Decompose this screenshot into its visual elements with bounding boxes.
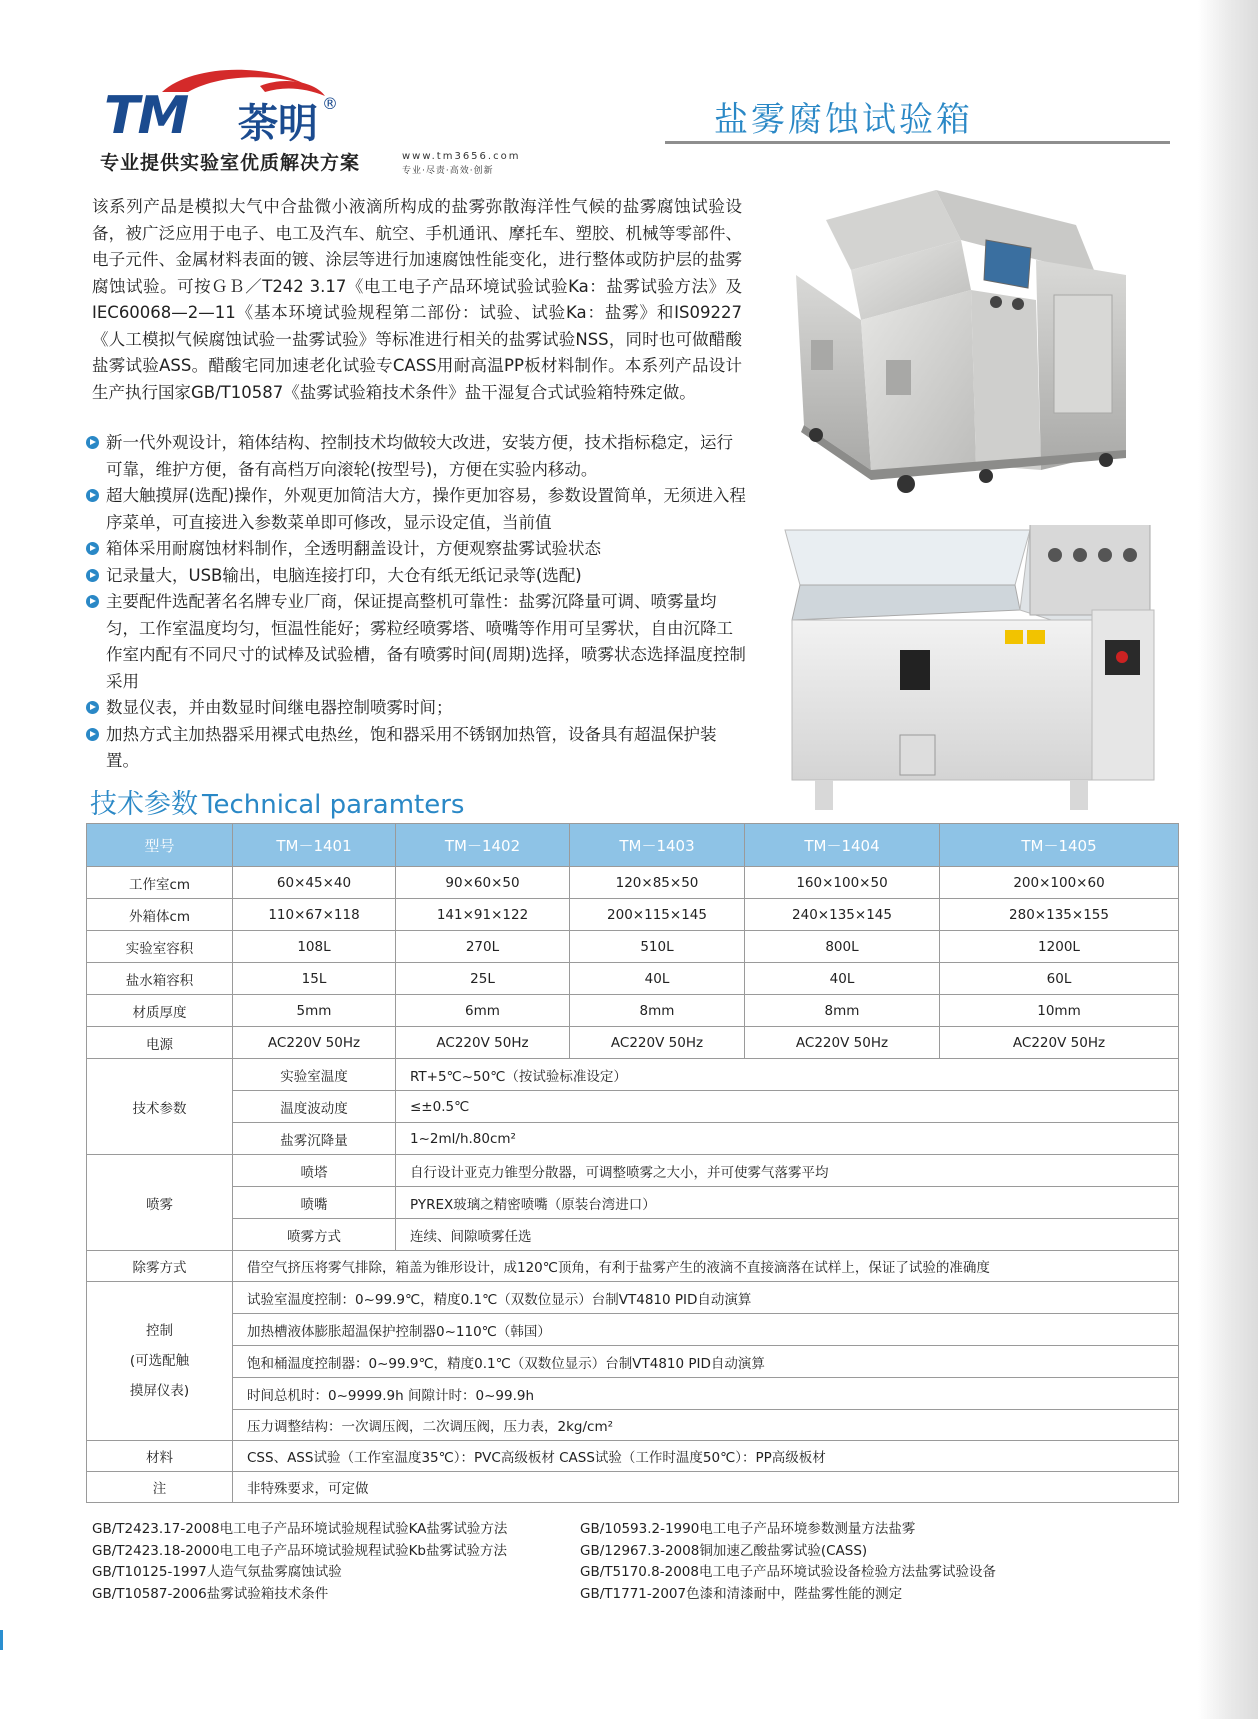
standard-item: GB/T10125-1997人造气氛盐雾腐蚀试验 [92,1564,342,1580]
table-cell: 120×85×50 [570,867,745,899]
table-row [87,931,1179,963]
page-edge-shadow [1198,0,1258,1719]
table-header-cell: TM－1402 [396,824,570,867]
intro-text: 该系列产品是模拟大气中合盐微小液滴所构成的盐雾弥散海洋性气候的盐雾腐蚀试验设备，被广泛应用于电子、电工及汽车、航空、手机通讯、摩托车、塑胶、机械等零部件、电子元件、金属材料表面的镀、涂层等进行加速腐蚀性能变化，进行整体或防护层的盐雾腐蚀试验。可按ＧＢ／T242 3.17《电工电子产品环境试验试验Ka：盐雾试验方法》及IEC60068—2—11《基本环境试验规程第二部份：试验、试验Ka：盐雾》和IS09227《人工模拟气候腐蚀试验一盐雾试验》等标准进行相关的盐雾试验NSS，同时也可做醋酸盐雾试验ASS。醋酸宅同加速老化试验专CASS用耐高温PP板材料制作。本系列产品设计生产执行国家GB/T10587《盐雾试验箱技术条件》盐干湿复合式试验箱特殊定做。 [92,197,742,402]
header-divider [665,141,1170,144]
feature-list [86,430,746,775]
logo-tm-text: TM [104,86,188,146]
param-name: 喷雾方式 [233,1219,396,1251]
spec-table [86,823,1179,1503]
table-cell: 110×67×118 [233,899,396,931]
table-cell: 160×100×50 [745,867,940,899]
table-header-cell: TM－1404 [745,824,940,867]
table-row [87,1410,1179,1441]
param-value: 非特殊要求，可定做 [233,1472,1179,1503]
param-value: ≤±0.5℃ [396,1091,1179,1123]
table-cell: 90×60×50 [396,867,570,899]
table-cell: 1200L [940,931,1179,963]
standard-item: GB/T2423.17-2008电工电子产品环境试验规程试验KA盐雾试验方法 [92,1521,508,1537]
param-name: 喷嘴 [233,1187,396,1219]
table-cell: 270L [396,931,570,963]
standard-item: GB/T1771-2007色漆和清漆耐中，陛盐雾性能的测定 [580,1585,903,1602]
table-row [87,1123,1179,1155]
bullet-arrow-icon [86,701,99,714]
row-label: 注 [87,1472,233,1503]
bullet-arrow-icon [86,542,99,555]
slogan: 专业提供实验室优质解决方案 [100,152,361,174]
table-cell: 25L [396,963,570,995]
standard-item: GB/10593.2-1990电工电子产品环境参数测量方法盐雾 [580,1521,916,1537]
table-row [87,1441,1179,1472]
table-cell: 280×135×155 [940,899,1179,931]
table-header-cell: TM－1403 [570,824,745,867]
table-row [87,1378,1179,1410]
row-label: 除雾方式 [87,1251,233,1282]
row-label: 材料 [87,1441,233,1472]
table-row [87,899,1179,931]
feature-item: 新一代外观设计，箱体结构、控制技术均做较大改进，安装方便，技术指标稳定，运行可靠，维护方便，备有高档万向滚轮(按型号)，方便在实验内移动。 [86,430,746,483]
table-cell: 5mm [233,995,396,1027]
standards-list-left [92,1519,507,1605]
table-row [87,1314,1179,1346]
bullet-arrow-icon [86,728,99,741]
brand-name: 荼明 [238,101,318,147]
bullet-arrow-icon [86,569,99,582]
product-photo-chamber-1 [786,180,1156,510]
group-label-control [87,1282,233,1441]
standard-item: GB/T10587-2006盐雾试验箱技术条件 [92,1585,329,1602]
page-title: 盐雾腐蚀试验箱 [714,100,973,140]
motto-text: 专业·尽责·高效·创新 [402,166,494,176]
row-label: 实验室容积 [87,931,233,963]
table-cell: 60×45×40 [233,867,396,899]
table-row [87,1155,1179,1187]
table-cell: AC220V 50Hz [940,1027,1179,1059]
section-title-cn: 技术参数 [90,789,198,820]
standard-item: GB/T5170.8-2008电工电子产品环境试验设备检验方法盐雾试验设备 [580,1564,996,1580]
row-label: 材质厚度 [87,995,233,1027]
param-value: 加热槽液体膨胀超温保护控制器0~110℃（韩国） [233,1314,1179,1346]
table-cell: 10mm [940,995,1179,1027]
table-cell: 200×115×145 [570,899,745,931]
control-label-line: 摸屏仪表) [129,1383,190,1399]
row-label: 盐水箱容积 [87,963,233,995]
feature-item: 超大触摸屏(选配)操作，外观更加简洁大方，操作更加容易，参数设置简单，无须进入程序菜单，可直接进入参数菜单即可修改，显示设定值，当前值 [86,483,746,536]
table-cell: 40L [570,963,745,995]
section-title-en: Technical paramters [202,790,465,820]
table-cell: 141×91×122 [396,899,570,931]
feature-item: 数显仪表，并由数显时间继电器控制喷雾时间； [86,695,746,722]
param-name: 盐雾沉降量 [233,1123,396,1155]
registered-mark: ® [322,94,338,113]
feature-item: 记录量大，USB输出，电脑连接打印，大仓有纸无纸记录等(选配) [86,563,746,590]
bullet-arrow-icon [86,595,99,608]
brand-logo [100,62,360,147]
table-cell: 60L [940,963,1179,995]
param-value: 借空气挤压将雾气排除，箱盖为锥形设计，成120℃顶角，有利于盐雾产生的液滴不直接滴落在试样上，保证了试验的准确度 [233,1251,1179,1282]
bullet-arrow-icon [86,436,99,449]
feature-item: 箱体采用耐腐蚀材料制作，全透明翻盖设计，方便观察盐雾试验状态 [86,536,746,563]
param-value: CSS、ASS试验（工作室温度35℃）：PVC高级板材 CASS试验（工作时温度50℃）：PP高级板材 [233,1441,1179,1472]
param-value: 连续、间隙喷雾任选 [396,1219,1179,1251]
param-value: 自行设计亚克力锥型分散器，可调整喷雾之大小，并可使雾气落雾平均 [396,1155,1179,1187]
feature-item: 主要配件选配著名名牌专业厂商，保证提高整机可靠性：盐雾沉降量可调、喷雾量均匀，工作室温度均匀，恒温性能好；雾粒经喷雾塔、喷嘴等作用可呈雾状，自由沉降工作室内配有不同尺寸的试棒及试验槽，备有喷雾时间(周期)选择，喷雾状态选择温度控制采用 [86,589,746,695]
table-row [87,1219,1179,1251]
page-edge-mark [0,1630,3,1650]
row-label: 外箱体cm [87,899,233,931]
param-value: PYREX玻璃之精密喷嘴（原装台湾进口） [396,1187,1179,1219]
param-name: 温度波动度 [233,1091,396,1123]
product-photo-chamber-2 [780,525,1158,810]
intro-paragraph [92,194,742,406]
param-name: 喷塔 [233,1155,396,1187]
table-header-cell: TM－1401 [233,824,396,867]
table-cell: 108L [233,931,396,963]
table-cell: AC220V 50Hz [233,1027,396,1059]
row-label: 电源 [87,1027,233,1059]
table-cell: AC220V 50Hz [396,1027,570,1059]
table-cell: AC220V 50Hz [570,1027,745,1059]
table-row [87,867,1179,899]
table-header-cell: 型号 [87,824,233,867]
standards-list-right [580,1519,996,1605]
website-text: www.tm3656.com [402,151,521,162]
standard-item: GB/T2423.18-2000电工电子产品环境试验规程试验Kb盐雾试验方法 [92,1542,507,1559]
bullet-arrow-icon [86,489,99,502]
table-row [87,1059,1179,1091]
row-label: 工作室cm [87,867,233,899]
table-row [87,963,1179,995]
table-row [87,1346,1179,1378]
param-value: 饱和桶温度控制器：0~99.9℃，精度0.1℃（双数位显示）台制VT4810 PID自动演算 [233,1346,1179,1378]
table-cell: 40L [745,963,940,995]
table-cell: 800L [745,931,940,963]
table-row [87,995,1179,1027]
table-row [87,1282,1179,1314]
param-value: 试验室温度控制：0~99.9℃，精度0.1℃（双数位显示）台制VT4810 PID自动演算 [233,1282,1179,1314]
table-row [87,1187,1179,1219]
param-value: 压力调整结构：一次调压阀，二次调压阀，压力表，2kg/cm² [233,1410,1179,1441]
table-cell: 8mm [570,995,745,1027]
feature-item: 加热方式主加热器采用裸式电热丝，饱和器采用不锈钢加热管，设备具有超温保护装置。 [86,722,746,775]
table-row [87,1091,1179,1123]
table-cell: 510L [570,931,745,963]
section-title [90,782,464,821]
table-cell: 8mm [745,995,940,1027]
table-row [87,1027,1179,1059]
table-cell: 240×135×145 [745,899,940,931]
table-row [87,1251,1179,1282]
table-cell: 6mm [396,995,570,1027]
param-value: 时间总机时：0~9999.9h 间隙计时：0~99.9h [233,1378,1179,1410]
group-label-tech: 技术参数 [87,1059,233,1155]
control-label-line: (可选配触 [129,1353,190,1369]
param-name: 实验室温度 [233,1059,396,1091]
control-label-line: 控制 [146,1323,173,1339]
table-row [87,1472,1179,1503]
table-header-row [87,824,1179,867]
group-label-spray: 喷雾 [87,1155,233,1251]
standard-item: GB/12967.3-2008铜加速乙酸盐雾试验(CASS) [580,1542,868,1559]
param-value: 1~2ml/h.80cm² [396,1123,1179,1155]
table-header-cell: TM－1405 [940,824,1179,867]
table-cell: 15L [233,963,396,995]
table-cell: 200×100×60 [940,867,1179,899]
param-value: RT+5℃~50℃（按试验标准设定） [396,1059,1179,1091]
table-cell: AC220V 50Hz [745,1027,940,1059]
